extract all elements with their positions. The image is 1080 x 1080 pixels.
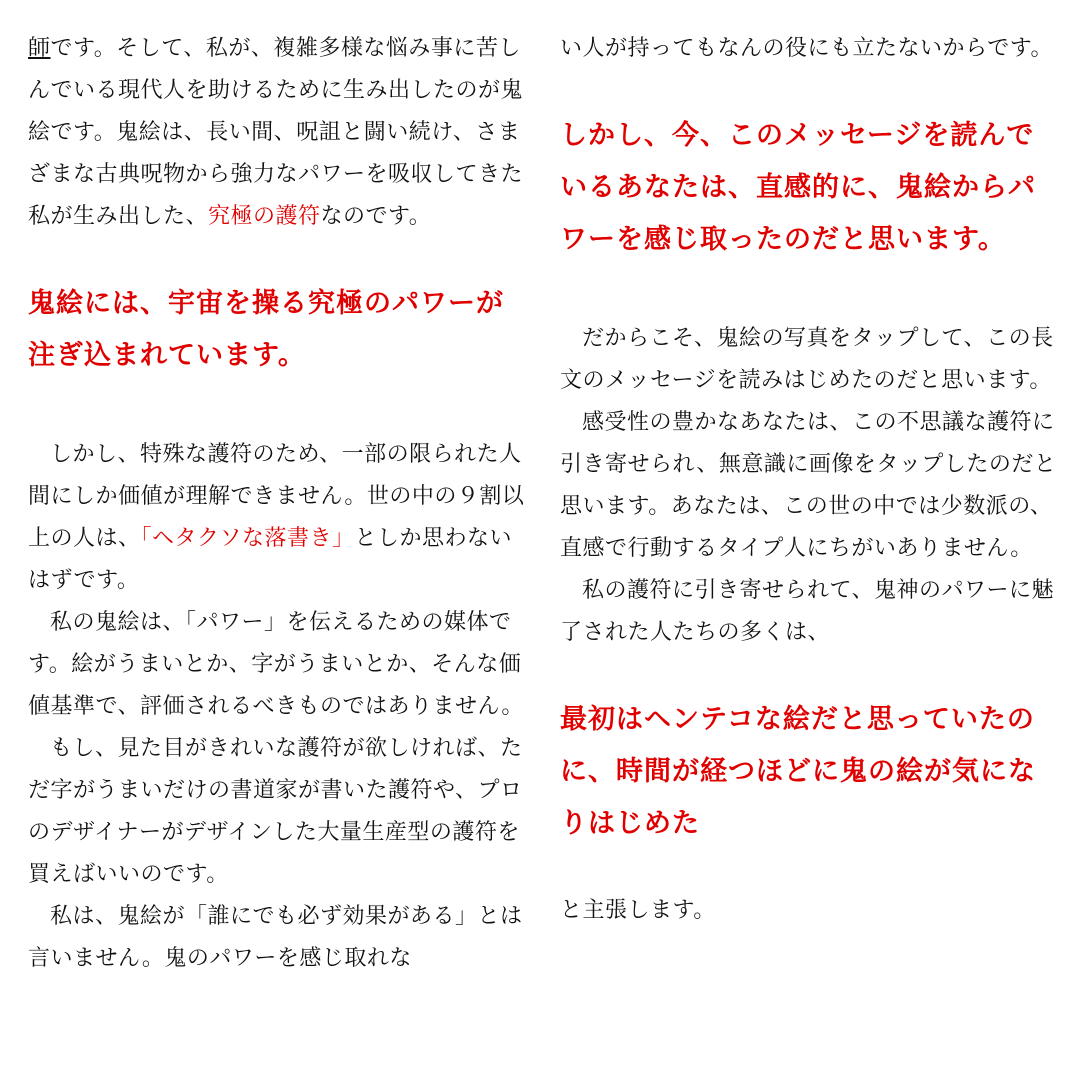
red-heading: 鬼絵には、宇宙を操る究極のパワーが注ぎ込まれています。 bbox=[28, 288, 504, 371]
paragraph-text: です。そして、私が、複雑多様な悩み事に苦しんでいる現代人を助けるために生み出したのが鬼絵です。鬼絵は、長い間、呪詛と闘い続け、さまざまな古典呪物から強力なパワーを吸収してきた私が生み出した、 bbox=[28, 36, 524, 229]
paragraph-attracted: 私の護符に引き寄せられて、鬼神のパワーに魅了された人たちの多くは、 bbox=[560, 578, 1055, 645]
paragraph-continued: い人が持ってもなんの役にも立たないからです。 bbox=[560, 36, 1054, 61]
paragraph-sensitive: 感受性の豊かなあなたは、この不思議な護符に引き寄せられ、無意識に画像をタップしたのだと思います。あなたは、この世の中では少数派の、直感で行動するタイプ人にちがいありません。 bbox=[560, 410, 1057, 561]
highlight-text: 究極の護符 bbox=[208, 204, 321, 229]
paragraph-tap: だからこそ、鬼絵の写真をタップして、この長文のメッセージを読みはじめたのだと思います。 bbox=[560, 326, 1054, 393]
highlight-text: 「ヘタクソな落書き」 bbox=[140, 526, 355, 551]
underlined-char: 師 bbox=[28, 36, 51, 61]
paragraph-claim: と主張します。 bbox=[560, 898, 716, 923]
red-heading: しかし、今、このメッセージを読んでいるあなたは、直感的に、鬼絵からパワーを感じ取ったのだと思います。 bbox=[560, 120, 1036, 255]
paragraph-tail: なのです。 bbox=[320, 204, 432, 229]
paragraph-special bbox=[28, 434, 528, 602]
paragraph-text: しかし、特殊な護符のため、一部の限られた人間にしか価値が理解できません。世の中の９割以上の人は、 bbox=[28, 442, 525, 551]
paragraph-beautiful: もし、見た目がきれいな護符が欲しければ、ただ字がうまいだけの書道家が書いた護符や、プロのデザイナーがデザインした大量生産型の護符を買えばいいのです。 bbox=[28, 736, 523, 887]
paragraph-medium: 私の鬼絵は、「パワー」を伝えるための媒体です。絵がうまいとか、字がうまいとか、そんな価値基準で、評価されるべきものではありません。 bbox=[28, 610, 524, 719]
paragraph-tail: としか思わないはずです。 bbox=[28, 526, 513, 593]
left-column bbox=[28, 28, 528, 980]
red-heading: 最初はヘンテコな絵だと思っていたのに、時間が経つほどに鬼の絵が気になりはじめた bbox=[560, 704, 1036, 839]
paragraph-intro bbox=[28, 28, 528, 238]
paragraph-effect: 私は、鬼絵が「誰にでも必ず効果がある」とは言いません。鬼のパワーを感じ取れな bbox=[28, 904, 523, 971]
right-column bbox=[560, 28, 1060, 932]
